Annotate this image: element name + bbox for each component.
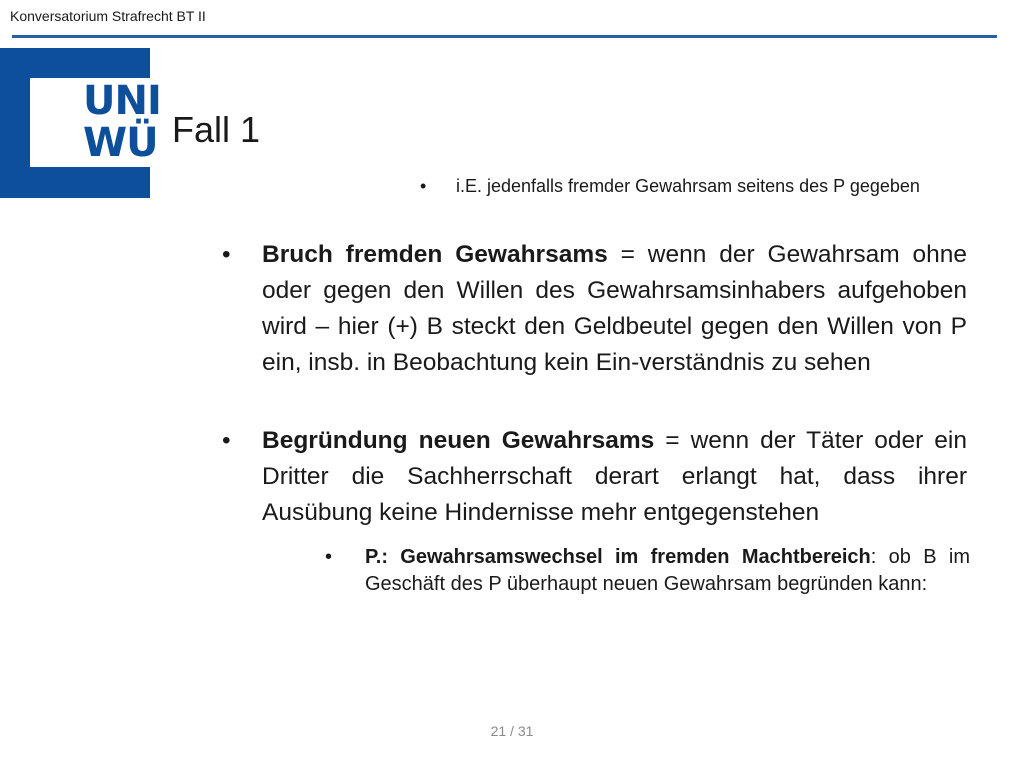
bullet-item-small [420,173,966,200]
bullet-definition: : ob B im Geschäft des P überhaupt neuen Gewahrsam begründen kann: [365,546,970,595]
bullet-glyph: • [420,176,427,196]
bullet-glyph: • [325,546,333,568]
bullet-item-begruendung [222,423,967,531]
header-course-title: Konversatorium Strafrecht BT II [10,8,206,24]
bullet-text [262,237,967,381]
bullet-definition: = wenn der Gewahrsam ohne oder gegen den Willen des Gewahrsamsinhabers aufgehoben wird – hier (+) B steckt den Geldbeutel gegen den Willen von P ein, insb. in Beobachtung kein Ein-verständnis zu sehen [262,241,967,376]
bullet-item-bruch [222,237,967,381]
bullet-definition: = wenn der Täter oder ein Dritter die Sachherrschaft derart erlangt hat, dass ihrer Ausübung keine Hindernisse mehr entgegenstehen [262,427,967,526]
header-divider [12,35,997,38]
logo-line-2: WÜ [83,120,158,166]
bullet-term: P.: Gewahrsamswechsel im fremden Machtbereich [365,546,871,568]
logo-wordmark [83,78,161,166]
bullet-item-sub-problem [325,544,970,598]
bullet-text: i.E. jedenfalls fremder Gewahrsam seitens des P gegeben [456,176,920,196]
bullet-term: Begründung neuen Gewahrsams [262,427,655,454]
slide-title: Fall 1 [172,109,261,150]
bullet-glyph: • [222,427,231,454]
bullet-text [262,423,967,531]
page-number: 21 / 31 [490,723,534,739]
bullet-glyph: • [222,241,231,268]
bullet-text [365,544,970,598]
logo-line-1: UNI [83,78,161,124]
bullet-term: Bruch fremden Gewahrsams [262,241,608,268]
